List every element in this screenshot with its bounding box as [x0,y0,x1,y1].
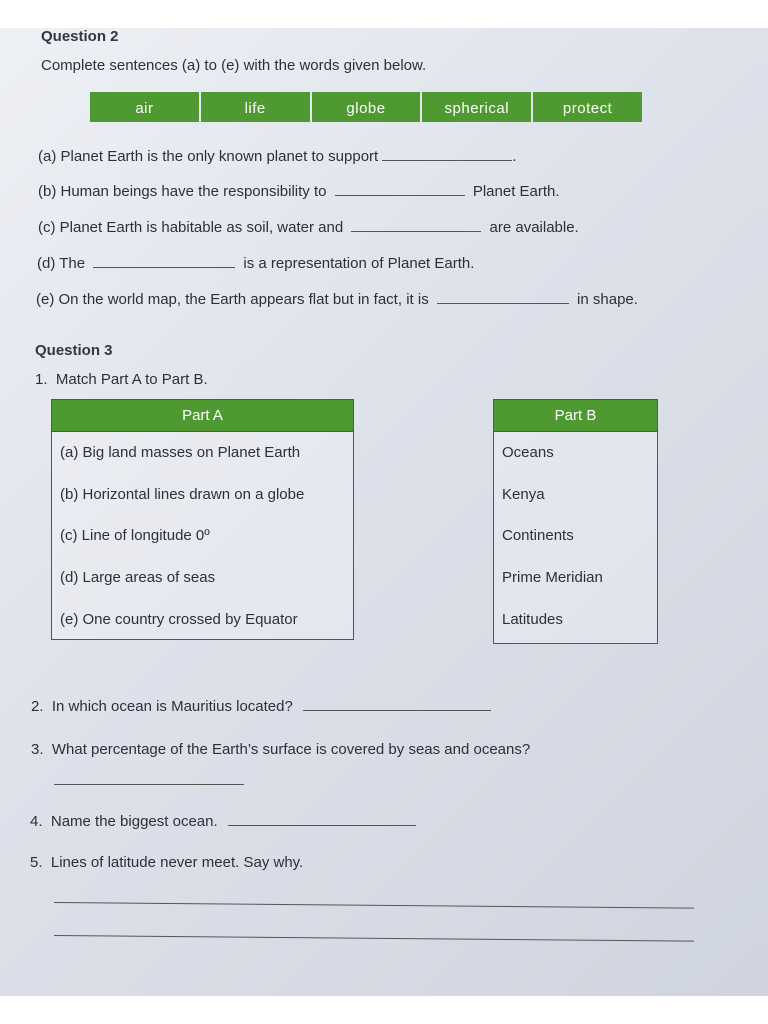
sentence-c [38,217,579,236]
q3-number: 3. [31,741,44,758]
word-globe: globe [312,92,421,122]
sentence-b [38,181,560,200]
question-3-1 [35,371,208,388]
q1-pre: Match [55,371,97,388]
sentence-a-end: . [512,148,517,165]
sentence-b-blank[interactable] [335,181,465,196]
q5-answer-line-1[interactable] [54,902,694,909]
question-3-5 [30,854,303,871]
q2-number: 2. [31,698,44,715]
part-b-row[interactable]: Oceans [502,444,554,462]
part-a-row[interactable]: (b) Horizontal lines drawn on a globe [60,485,305,503]
sentence-c-text: (c) Planet Earth is habitable as soil, water and [38,219,344,236]
q2-text: In which ocean is Mauritius located? [51,698,293,715]
q5-text: Lines of latitude never meet. Say why. [50,854,304,871]
part-a-row[interactable]: (e) One country crossed by Equator [60,610,298,628]
q3-answer-line[interactable] [54,784,244,785]
sentence-e-end: in shape. [577,291,638,308]
q1-end: . [203,371,208,388]
sentence-d-blank[interactable] [93,253,235,268]
part-b-row[interactable]: Prime Meridian [502,569,603,587]
part-a-header: Part A [52,400,353,432]
question-2-instruction: Complete sentences (a) to (e) with the words given below. [41,57,427,74]
word-bank [90,92,642,122]
word-air: air [90,92,199,122]
question-3-2 [31,696,491,715]
question-2-heading: Question 2 [41,28,119,45]
q4-text: Name the biggest ocean. [50,813,218,830]
part-a-table [51,399,354,640]
sentence-d [37,253,474,272]
question-3-heading: Question 3 [35,342,113,359]
sentence-c-blank[interactable] [351,217,481,232]
sentence-e [36,289,638,308]
part-a-row[interactable]: (c) Line of longitude 0º [60,527,210,545]
part-a-row[interactable]: (a) Big land masses on Planet Earth [60,444,301,462]
sentence-b-end: Planet Earth. [472,183,560,200]
sentence-a [38,146,517,165]
q4-answer-blank[interactable] [228,811,416,826]
q5-number: 5. [30,854,43,871]
word-life: life [201,92,310,122]
sentence-d-end: is a representation of Planet Earth. [243,255,475,272]
q4-number: 4. [30,813,43,830]
worksheet-page [0,28,768,996]
part-a-row[interactable]: (d) Large areas of seas [60,569,216,587]
q2-answer-blank[interactable] [303,696,491,711]
part-b-header: Part B [494,400,657,432]
sentence-a-blank[interactable] [382,146,512,161]
word-spherical: spherical [422,92,531,122]
part-b-row[interactable]: Continents [502,527,574,545]
q5-answer-line-2[interactable] [54,935,694,942]
sentence-c-end: are available. [489,219,579,236]
word-protect: protect [533,92,642,122]
question-3-3 [31,741,530,758]
part-b-row[interactable]: Latitudes [502,610,563,628]
part-b-row[interactable]: Kenya [502,485,545,503]
q3-text: What percentage of the Earth’s surface is covered by seas and oceans? [51,741,531,758]
sentence-d-text: (d) The [37,255,86,272]
sentence-e-blank[interactable] [437,289,569,304]
sentence-b-text: (b) Human beings have the responsibility to [38,183,327,200]
q1-mid: to [145,371,158,388]
sentence-e-text: (e) On the world map, the Earth appears flat but in fact, it is [36,291,429,308]
q1-part-b: Part B [161,371,204,388]
part-b-table [493,399,658,644]
q1-part-a: Part A [100,371,141,388]
question-3-4 [30,811,416,830]
q1-number: 1. [35,371,48,388]
sentence-a-text: (a) Planet Earth is the only known planet to support [38,148,379,165]
